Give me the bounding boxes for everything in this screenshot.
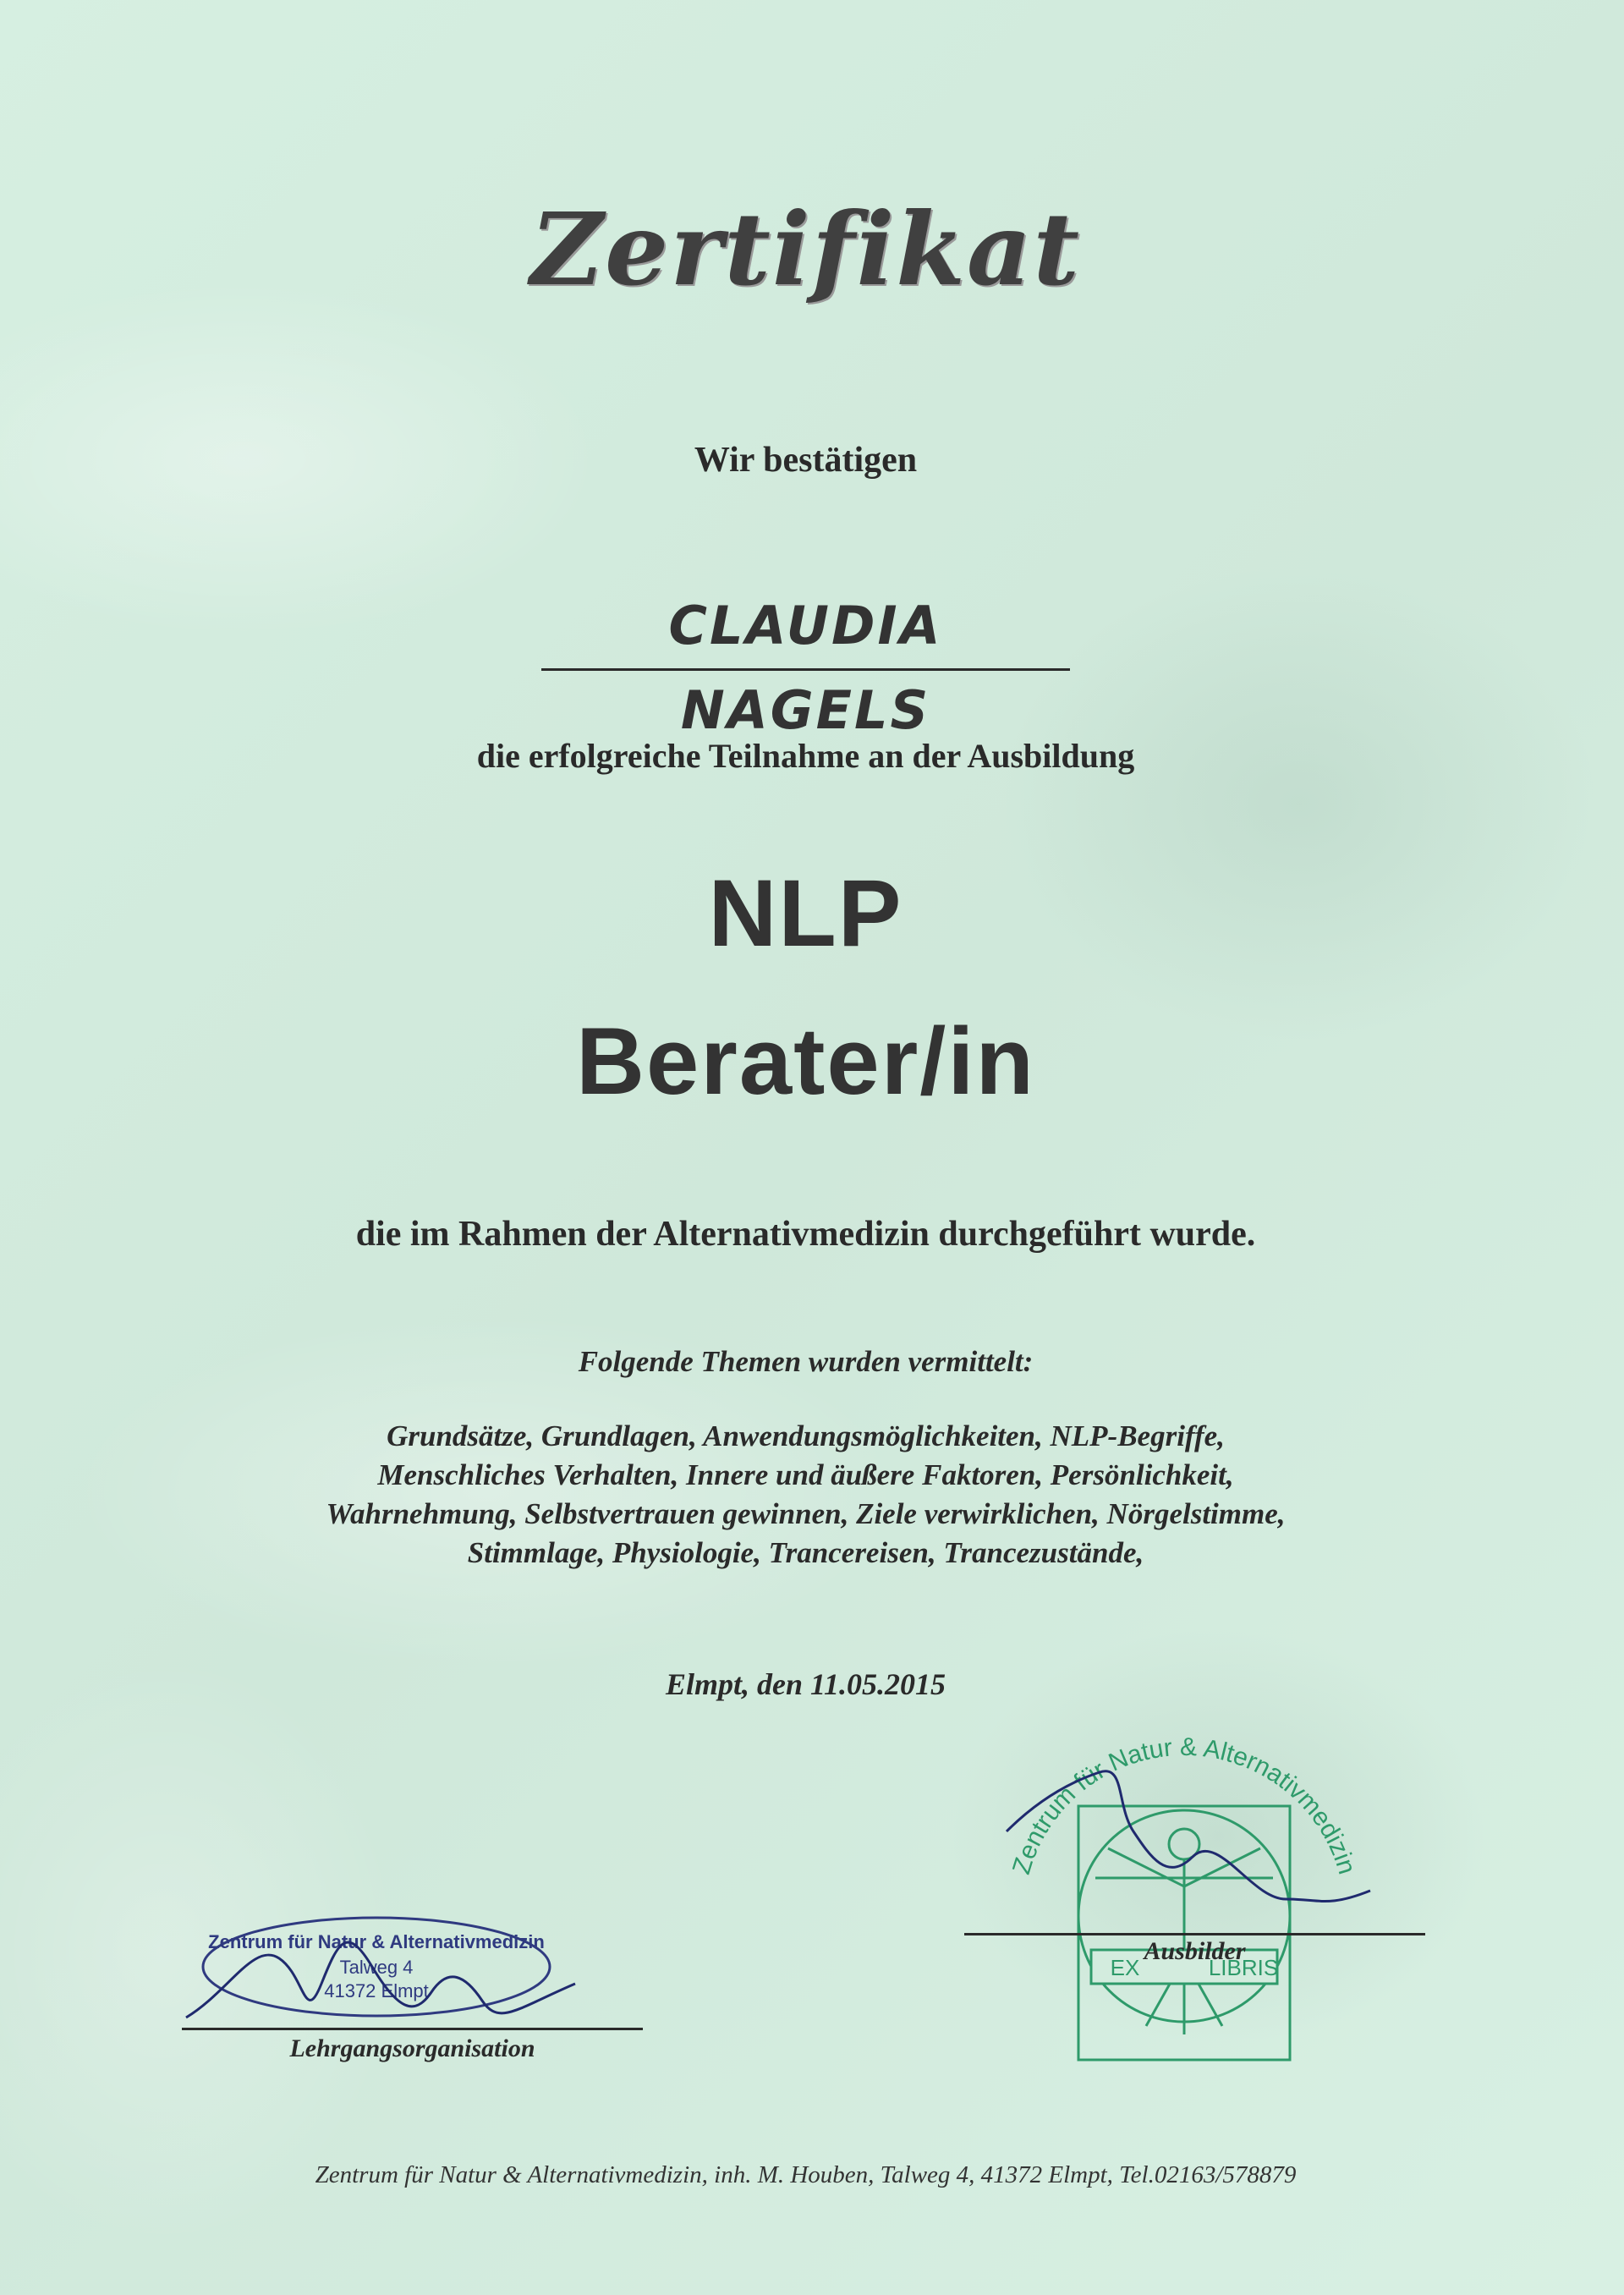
stamp-left-line1: Zentrum für Natur & Alternativmedizin [208, 1931, 545, 1952]
stamp-arc-text: Zentrum für Natur & Alternativmedizin [1007, 1732, 1361, 1878]
course-title-line1: NLP [708, 860, 903, 966]
topics-heading: Folgende Themen wurden vermittelt: [578, 1345, 1034, 1378]
recipient-name-field [541, 584, 1070, 741]
signature-line-right [964, 1933, 1425, 1935]
stamp-banner-left: EX [1110, 1955, 1140, 1980]
confirm-text: Wir bestätigen [694, 441, 918, 480]
signature-label-left: Lehrgangsorganisation [289, 2034, 535, 2062]
topics-line: Grundsätze, Grundlagen, Anwendungsmöglichkeiten, NLP-Begriffe, [387, 1419, 1225, 1452]
stamp-left-line3: 41372 Elmpt [324, 1980, 429, 2001]
topics-list [0, 1417, 1611, 1573]
topics-line: Stimmlage, Physiologie, Trancereisen, Trancezustände, [467, 1536, 1144, 1569]
issue-date: Elmpt, den 11.05.2015 [665, 1667, 946, 1701]
organisation-stamp [178, 1908, 601, 2026]
topics-line: Wahrnehmung, Selbstvertrauen gewinnen, Ziele verwirklichen, Nörgelstimme, [326, 1497, 1286, 1530]
stamp-banner-right: LIBRIS [1208, 1955, 1279, 1980]
signature-left [186, 1942, 575, 2018]
participation-text: die erfolgreiche Teilnahme an der Ausbildung [476, 737, 1135, 775]
course-title-line2: Berater/in [576, 1008, 1035, 1114]
footer-address: Zentrum für Natur & Alternativmedizin, inh. M. Houben, Talweg 4, 41372 Elmpt, Tel.02163/578879 [315, 2161, 1297, 2188]
recipient-name: CLAUDIA NAGELS [668, 595, 943, 741]
signature-line-left [182, 2028, 643, 2030]
topics-line: Menschliches Verhalten, Innere und äußere Faktoren, Persönlichkeit, [377, 1458, 1234, 1491]
signature-label-right: Ausbilder [1144, 1937, 1246, 1965]
ex-libris-stamp [973, 1730, 1396, 2068]
context-text: die im Rahmen der Alternativmedizin durchgeführt wurde. [355, 1215, 1256, 1254]
certificate-title: Zertifikat [529, 190, 1082, 308]
stamp-left-line2: Talweg 4 [339, 1957, 414, 1978]
